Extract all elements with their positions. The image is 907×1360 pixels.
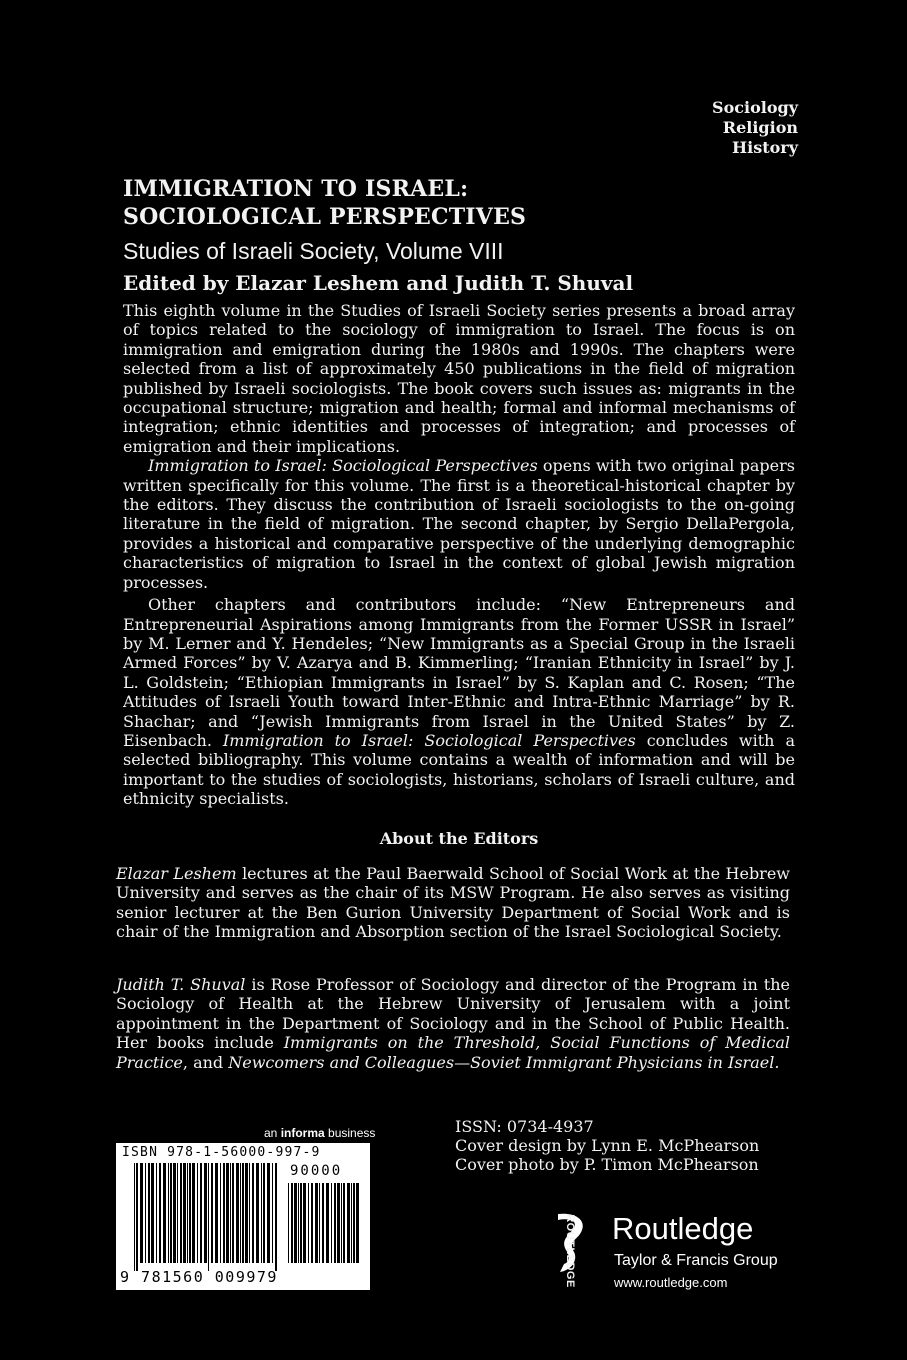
barcode-bar: [177, 1163, 178, 1263]
description-body: [123, 301, 795, 809]
barcode-bar: [294, 1183, 297, 1263]
barcode-bar: [151, 1163, 154, 1263]
barcode-bar: [308, 1183, 309, 1263]
subject-religion: Religion: [722, 118, 798, 137]
barcode-bar: [252, 1163, 254, 1263]
book-title-italic: Newcomers and Colleagues—Soviet Immigrant Physicians in Israel.: [228, 1052, 780, 1072]
barcode-bar: [211, 1163, 213, 1263]
barcode-bar: [173, 1163, 176, 1263]
informa-bold: informa: [280, 1126, 325, 1140]
publisher-group: Taylor & Francis Group: [614, 1252, 778, 1269]
description-paragraph-2: [123, 456, 795, 592]
book-title: [123, 175, 526, 231]
cover-photo-credit: Cover photo by P. Timon McPhearson: [455, 1155, 759, 1174]
editor-name: Judith T. Shuval: [116, 975, 246, 994]
informa-business-label: [264, 1126, 375, 1140]
title-line-1: IMMIGRATION TO ISRAEL:: [123, 176, 469, 202]
ean-barcode-bars-icon: [134, 1163, 280, 1271]
barcode-bar: [315, 1183, 318, 1263]
informa-post: business: [324, 1126, 376, 1140]
book-title-italic: Immigration to Israel: Sociological Perspectives: [148, 456, 538, 476]
barcode-bar: [236, 1163, 239, 1263]
description-paragraph-3: [123, 595, 795, 808]
barcode-bar: [148, 1163, 150, 1263]
barcode-bar: [134, 1163, 135, 1271]
barcode-bar: [291, 1183, 293, 1263]
barcode-bar: [170, 1163, 172, 1263]
barcode-bar: [275, 1163, 277, 1271]
barcode-bar: [240, 1163, 241, 1263]
barcode-bar: [351, 1183, 352, 1263]
barcode-bar: [261, 1163, 262, 1263]
barcode-bar: [204, 1163, 207, 1263]
price-code: 90000: [290, 1163, 343, 1179]
barcode-bar: [353, 1183, 355, 1263]
barcode-bar: [232, 1163, 234, 1263]
barcode-bar: [288, 1183, 289, 1263]
barcode-bar: [215, 1163, 218, 1263]
editor-name: Elazar Leshem: [116, 864, 237, 883]
barcode-bar: [136, 1163, 138, 1271]
publisher-url: www.routledge.com: [614, 1275, 728, 1290]
barcode-bar: [272, 1163, 273, 1263]
barcode-bar: [197, 1163, 198, 1263]
barcode-bar: [256, 1163, 259, 1263]
barcode-bar: [220, 1163, 221, 1263]
barcode-bar: [267, 1163, 270, 1263]
barcode-bar: [163, 1163, 166, 1263]
barcode-bar: [242, 1163, 244, 1263]
barcode-bar: [192, 1163, 195, 1263]
subject-categories: [712, 98, 798, 158]
barcode-bar: [303, 1183, 306, 1263]
paragraph-3-end: concludes with a selected bibliography. This volume contains a wealth of information and will be important to the studies of sociologists, historians, scholars of Israeli culture, and ethnicity specialists.: [123, 730, 796, 809]
barcode-bar: [300, 1183, 302, 1263]
barcode-bar: [140, 1163, 143, 1263]
barcode-bar: [145, 1163, 146, 1263]
issn: ISSN: 0734-4937: [455, 1117, 594, 1136]
barcode-bar: [334, 1183, 336, 1263]
barcode-bar: [156, 1163, 157, 1263]
routledge-vertical-text: ROUTLEDGE: [563, 1214, 576, 1288]
barcode-bar: [343, 1183, 345, 1263]
barcode-bar: [341, 1183, 342, 1263]
paragraph-3-start: Other chapters and contributors include: “New Entrepreneurs and Entrepreneurial Aspirations among Immigrants from the Former USSR in Israel” by M. Lerner and Y. Hendeles; “New Immigrants as a Special Group in the Israeli Armed Forces” by V. Azarya and B. Kimmerling; “Iranian Ethnicity in Israel” by J. L. Goldstein; “Ethiopian Immigrants in Israel” by S. Kaplan and C. Rosen; “The Attitudes of Israeli Youth toward Inter-Ethnic and Intra-Ethnic Marriage” by R. Shachar; and “Jewish Immigrants from Israel in the United States” by Z. Eisenbach.: [123, 595, 795, 750]
barcode-bar: [249, 1163, 250, 1263]
publisher-name: Routledge: [612, 1211, 754, 1246]
informa-pre: an: [264, 1126, 281, 1140]
barcode-bar: [200, 1163, 202, 1263]
barcode-bar: [326, 1183, 329, 1263]
title-line-2: SOCIOLOGICAL PERSPECTIVES: [123, 204, 527, 230]
editors-line: Edited by Elazar Leshem and Judith T. Shuval: [123, 271, 634, 295]
cover-credits: [455, 1117, 759, 1174]
barcode-bar: [263, 1163, 265, 1263]
isbn-text: ISBN 978-1-56000-997-9: [122, 1145, 321, 1160]
editor-bio-shuval: [116, 975, 790, 1072]
barcode-bar: [331, 1183, 332, 1263]
ean-number: 9 781560 009979: [120, 1268, 278, 1286]
isbn-barcode: [116, 1143, 370, 1290]
subject-sociology: Sociology: [712, 98, 798, 117]
description-paragraph-1: This eighth volume in the Studies of Israeli Society series presents a broad array of topics related to the sociology of immigration to Israel. The focus is on immigration and emigration during the 1980s and 1990s. The chapters were selected from a list of approximately 450 publications in the field of migration published by Israeli sociologists. The book covers such issues as: migrants in the occupational structure; migration and health; formal and informal mechanisms of integration; ethnic identities and processes of integration; and processes of emigration and their implications.: [123, 301, 795, 456]
barcode-bar: [311, 1183, 313, 1263]
barcode-bar: [356, 1183, 359, 1263]
barcode-bar: [183, 1163, 186, 1263]
book-title-italic: Immigration to Israel: Sociological Perspectives: [222, 730, 636, 750]
barcode-bar: [168, 1163, 169, 1263]
about-editors-heading: About the Editors: [379, 829, 539, 848]
barcode-bar: [208, 1163, 209, 1271]
barcode-bar: [319, 1183, 320, 1263]
book-title-italic: Immigrants on the Threshold, Social Functions of Medical Practice: [116, 1033, 790, 1072]
paragraph-2-text: opens with two original papers written specifically for this volume. The first is a theoretical-historical chapter by the editors. They discuss the contribution of Israeli sociologists to the on-going literature in the field of migration. The second chapter, by Sergio DellaPergola, provides a historical and comparative perspective of the underlying demographic characteristics of migration to Israel in the context of global Jewish migration processes.: [123, 456, 795, 592]
book-subtitle: Studies of Israeli Society, Volume VIII: [123, 238, 504, 264]
bio-text: is Rose Professor of Sociology and director of the Program in the Sociology of Health at the Hebrew University of Jerusalem with a joint appointment in the Department of Sociology and in the School of Public Health. Her books include: [116, 975, 791, 1053]
barcode-bar: [223, 1163, 225, 1263]
barcode-bar: [180, 1163, 182, 1263]
barcode-bar: [189, 1163, 191, 1263]
bio-text: lectures at the Paul Baerwald School of Social Work at the Hebrew University and serves as the chair of its MSW Program. He also serves as visiting senior lecturer at the Ben Gurion University Department of Social Work and is chair of the Immigration and Absorption section of the Israel Sociological Society.: [116, 864, 790, 942]
subject-history: History: [732, 138, 798, 157]
barcode-bar: [159, 1163, 161, 1263]
cover-design-credit: Cover design by Lynn E. McPhearson: [455, 1136, 760, 1155]
barcode-bar: [298, 1183, 299, 1263]
barcode-bar: [322, 1183, 324, 1263]
price-barcode-bars-icon: [288, 1183, 362, 1271]
barcode-bar: [187, 1163, 188, 1263]
barcode-bar: [245, 1163, 248, 1263]
barcode-bar: [337, 1183, 340, 1263]
editor-bio-leshem: [116, 864, 790, 942]
bio-text: , and: [182, 1052, 229, 1072]
barcode-bar: [226, 1163, 229, 1263]
barcode-bar: [347, 1183, 350, 1263]
barcode-bar: [230, 1163, 231, 1263]
